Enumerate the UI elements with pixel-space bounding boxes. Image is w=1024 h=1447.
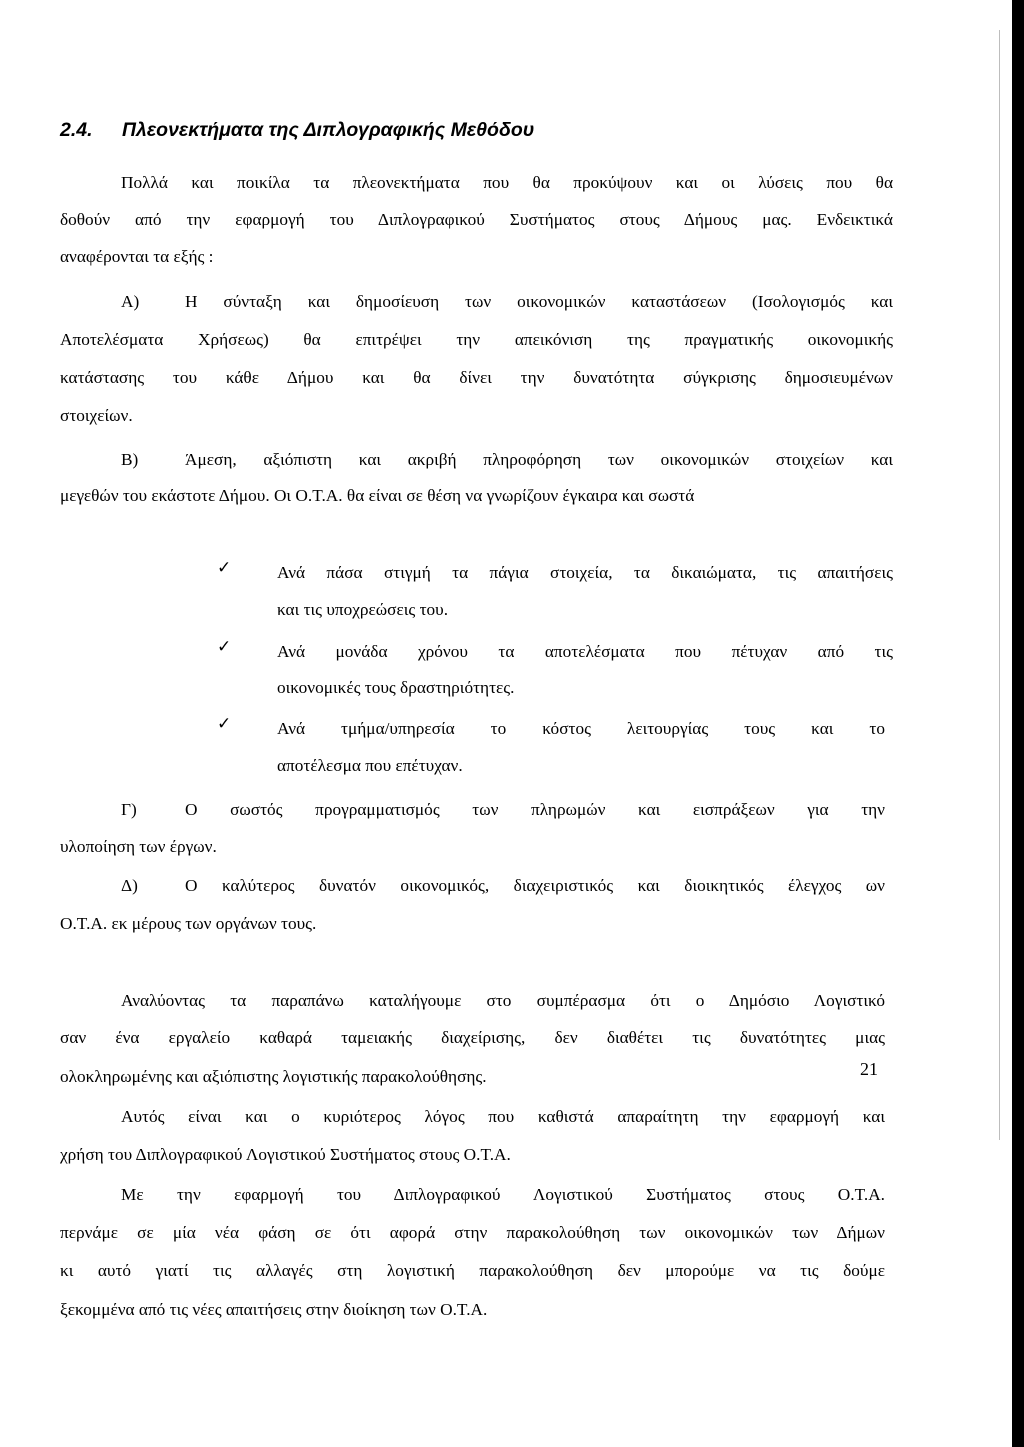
conclusion-line: περνάμε σε μία νέα φάση σε ότι αφορά στην παρακολούθηση των οικονομικών των Δήμων — [60, 1223, 885, 1242]
checklist-item-line: Ανά τμήμα/υπηρεσία το κόστος λειτουργίας τους και το — [277, 719, 885, 738]
item-b-line: Άμεση, αξιόπιστη και ακριβή πληροφόρηση των οικονομικών στοιχείων και — [185, 450, 893, 469]
item-a-marker: Α) — [121, 292, 140, 311]
item-b-marker: Β) — [121, 450, 139, 469]
conclusion-line: Με την εφαρμογή του Διπλογραφικού Λογιστικού Συστήματος στους Ο.Τ.Α. — [121, 1185, 885, 1204]
checklist-item-line: Ανά μονάδα χρόνου τα αποτελέσματα που πέτυχαν από τις — [277, 642, 893, 661]
item-d-line: Ο καλύτερος δυνατόν οικονομικός, διαχειριστικός και διοικητικός έλεγχος ων — [185, 876, 885, 895]
item-d-marker: Δ) — [121, 876, 138, 895]
checkmark-icon: ✓ — [217, 714, 232, 734]
checkmark-icon: ✓ — [217, 637, 232, 657]
conclusion-line: σαν ένα εργαλείο καθαρά ταμειακής διαχείρισης, δεν διαθέτει τις δυνατότητες μιας — [60, 1028, 885, 1047]
conclusion-line: Αναλύοντας τα παραπάνω καταλήγουμε στο συμπέρασμα ότι ο Δημόσιο Λογιστικό — [121, 991, 885, 1010]
section-title: Πλεονεκτήματα της Διπλογραφικής Μεθόδου — [122, 119, 535, 141]
item-a-line: Η σύνταξη και δημοσίευση των οικονομικών καταστάσεων (Ισολογισμός και — [185, 292, 893, 311]
conclusion-line: ολοκληρωμένης και αξιόπιστης λογιστικής παρακολούθησης. — [60, 1067, 487, 1086]
checklist-item-line: και τις υποχρεώσεις του. — [277, 600, 449, 619]
checklist-item-line: οικονομικές τους δραστηριότητες. — [277, 678, 515, 697]
section-number: 2.4. — [60, 119, 93, 141]
conclusion-line: ξεκομμένα από τις νέες απαιτήσεις στην διοίκηση των Ο.Τ.Α. — [60, 1300, 488, 1319]
item-g-line: υλοποίηση των έργων. — [60, 837, 217, 856]
checkmark-icon: ✓ — [217, 558, 232, 578]
intro-line: Πολλά και ποικίλα τα πλεονεκτήματα που θα προκύψουν και οι λύσεις που θα — [121, 173, 893, 192]
item-a-line: στοιχείων. — [60, 406, 133, 425]
conclusion-line: χρήση του Διπλογραφικού Λογιστικού Συστήματος στους Ο.Τ.Α. — [60, 1145, 511, 1164]
item-a-line: Αποτελέσματα Χρήσεως) θα επιτρέψει την απεικόνιση της πραγματικής οικονομικής — [60, 330, 893, 349]
item-a-line: κατάστασης του κάθε Δήμου και θα δίνει την δυνατότητα σύγκρισης δημοσιευμένων — [60, 368, 893, 387]
section-heading — [60, 119, 534, 142]
conclusion-line: Αυτός είναι και ο κυριότερος λόγος που καθιστά απαραίτητη την εφαρμογή και — [121, 1107, 885, 1126]
checklist-item-line: Ανά πάσα στιγμή τα πάγια στοιχεία, τα δικαιώματα, τις απαιτήσεις — [277, 563, 893, 582]
item-g-marker: Γ) — [121, 800, 137, 819]
intro-line: δοθούν από την εφαρμογή του Διπλογραφικού Συστήματος στους Δήμους μας. Ενδεικτικά — [60, 210, 893, 229]
item-b-line: μεγεθών του εκάστοτε Δήμου. Οι Ο.Τ.Α. θα είναι σε θέση να γνωρίζουν έγκαιρα και σωστά — [60, 486, 695, 505]
conclusion-line: κι αυτό γιατί τις αλλαγές στη λογιστική παρακολούθηση δεν μπορούμε να τις δούμε — [60, 1261, 885, 1280]
scan-edge-line — [999, 30, 1000, 1140]
item-g-line: Ο σωστός προγραμματισμός των πληρωμών και εισπράξεων για την — [185, 800, 885, 819]
checklist-item-line: αποτέλεσμα που επέτυχαν. — [277, 756, 463, 775]
page-number: 21 — [860, 1059, 878, 1079]
intro-line: αναφέρονται τα εξής : — [60, 247, 214, 266]
item-d-line: Ο.Τ.Α. εκ μέρους των οργάνων τους. — [60, 914, 317, 933]
